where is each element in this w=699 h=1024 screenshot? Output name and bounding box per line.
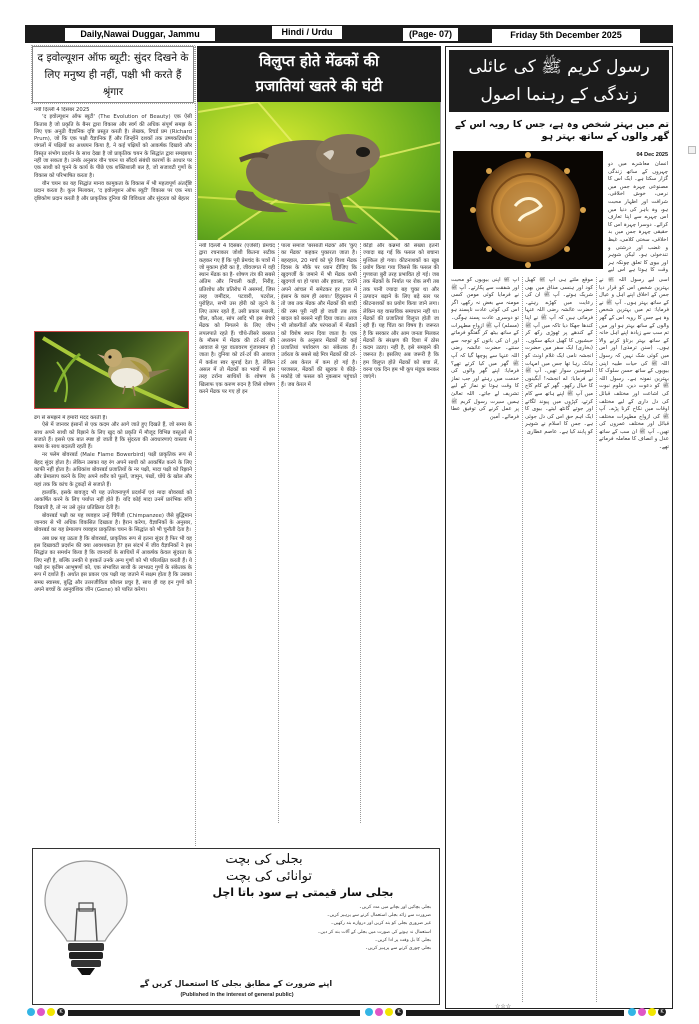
masthead [25,25,673,43]
newspaper-page [25,25,673,1015]
registration-cyan-dot [27,1008,35,1016]
headline-line-1: विलुप्त होते मेंढकों की [259,52,379,70]
ad-title-line-1: بجلی کی بچت [225,852,303,867]
headline-line-1: رسول کریم ﷺ کی عائلی [468,57,650,77]
ad-point: بجلی بچائیں اور بچانے میں مدد کریں۔ [359,905,431,910]
ad-bottom-line: اپنے ضرورت کے مطابق بجلی کا استعمال کریں گے [139,979,333,988]
headline-line-2: زندگی کے رہنما اصول [480,85,638,105]
column-divider [360,243,361,823]
paragraph: ढंग से समझने में हमारी मदद करती है। [34,415,108,421]
page-number: (Page- 07) [403,28,458,41]
left-article-body-top [34,107,192,325]
middle-article-column-1: नयी दिल्ली 4 दिसंबर (एजेंसी) प्रेमचंद द्वारा रचनाकार जोशी कितना सटीक कहकर गए हैं कि पूरी प्रेमचंद के पात्रों में जो मुकाम होरी का है, जीवजगत में वही स्थान मेंढक का है- शोषण तंत्र की सबसे अंतिम और निचली कड़ी, निरीह, प्रतिशोध और प्रतिरोध में असमर्थ, जिस तरह जमींदार, पटवारी, पटरोल, पुरोहित, सभी उस होरी को लूटने के लिए तत्पर रहते हैं, उसी प्रकार मछली, चील, कौआ, सांप आदि भी इस बेचारे मेंढक को निगलने के लिए जीभ लपलपाते रहते हैं। चौथे-तीसरे बरसात के मौसम में मेंढक की टर्र-टर्र की आवाज से पूरा वातावरण गुंजायमान हो जाता है। दुनिया को टर्र-टर्र की आवाज में कर्कश स्वर सुनाई देता है, लेकिन असल में तो मेंढकों का भावों में इस तरह टर्राना साथियों के शोषण के खिलाफ एक करुण रुदन है जिसे शोषण करने मेंढक पर गए हो इन [199,243,275,395]
ad-title-line-3: بجلی سار قیمتی ہے سود باتا اچل [212,886,394,899]
registration-magenta-dot [638,1008,646,1016]
paragraph: यौन चयन का यह सिद्धांत मानव कामुकता के विकास में भी महत्वपूर्ण अंतर्दृष्टि प्रदान करता है। कुल मिलाकर, 'द इवोल्यूशन ऑफ ब्यूटी' विकास पर एक नया दृष्टिकोण प्रदान करती है और प्राकृतिक दुनिया की विविधता और सुंदरता को बेहतर [34,180,192,202]
headline-line-2: प्रजातियां खतरे की घंटी [255,77,383,95]
urdu-article-column-1: اسی لیے رسول اللہ ﷺ نے بہترین شخص اس کو قرار دیا جس کے اخلاق اپنے اہل و عیال کے ساتھ بہتر ہوں۔ آپ ﷺ نے فرمایا: تم میں بہترین شخص وہ ہے جس کا رویہ اس کے گھر والوں کے ساتھ بہتر ہو اور میں تم سب سے زیادہ اپنے اہل خانہ کے ساتھ بہتر برتاؤ کرنے والا ہوں۔ (سنن ترمذی) اور اس میں کوئی شک نہیں کہ رسول اللہ ﷺ کی حیات طیبہ اپنی بیویوں کے ساتھ حسن سلوک کا بہترین نمونہ ہے۔ رسول اللہ ﷺ کو دعوت دین، علوم نبوت کی اشاعت اور مختلف قبائل کی دل داری کے لیے مختلف اوقات میں نکاح کرنا پڑے۔ آپ ﷺ کی ازواج مطہرات مختلف قبائل اور مختلف عمروں کی تھیں۔ آپ ﷺ ان سب کے ساتھ عدل و انصاف کا معاملہ فرماتے تھے۔ [599,277,669,451]
column-divider [596,277,597,1002]
issue-date: Friday 5th December 2025 [492,29,640,43]
paragraph: नर फ्लेम बोवरबर्ड (Male Flame Bowerbird) पक्षी प्राकृतिक रूप से बेहद सुंदर होता है। लेकिन उसका यह रंग अपने साथी को आकर्षित करने के लिए काफी नहीं होता है। अधिकांश बोवरबर्ड प्रजातियों के नर पक्षी, मादा पक्षी को रिझाने और प्रेमालाप करने के लिए अपने शरीर को फूलों, जामुन, पंखों, घोंघे के खोल और यहां तक कि कांच के टुकड़ों से सजाते हैं। [34,452,192,488]
paragraph: ऐसे में जानवर इंसानों से एक कदम और आगे जाते हुए दिखते हैं, जो समय के साथ अपने साथी को रिझाने के लिए खुद को प्रकृति में मौजूद विभिन्न वस्तुओं से सजाते हैं। इससे एक बात स्पष्ट हो जाती है कि सुंदरता की अवधारणाएं वास्तव में समय के साथ बदलती रहती हैं। [34,422,192,451]
registration-black-dot: K [658,1008,666,1016]
ad-point: استعمال نہ ہونے کی صورت میں بجلی کے آلات بند کر دیں۔ [317,929,431,935]
left-article-body-bottom [34,415,192,845]
paragraph: हालांकि, इसके बावजूद भी यह उत्तेजनापूर्ण प्रदर्शनों एवं मादा बोवरबर्ड को आकर्षित करने के लिए पर्याप्त नहीं होते हैं। यदि कोई मादा उनमें प्रारंभिक रुचि दिखाती है, तो नर उसे तुरंत प्रतिक्रिया देती है। [34,489,192,511]
column-divider [522,277,523,1002]
registration-magenta-dot [37,1008,45,1016]
middle-article-column-3: कीड़ों और कन्नमों की संख्या इतनी ज्यादा बढ़ गई कि फसल को बचाना मुश्किल हो गया। कीटनाशकों का खूब प्रयोग किया गया जिससे कि फसल की गुणवत्ता बुरी तरह प्रभावित हो गई। जब तक मेंढकों के निर्यात पर रोक लगी तब तक पानी ज्यादा बह चुका था और उत्पादन बढ़ाने के लिए बड़े स्तर पर कीटनाशकों का प्रयोग किया जाने लगा। लेकिन यह वास्तविक समाधान नहीं था। मेंढकों की प्रजातियां विलुप्त होती जा रही हैं। यह चिंता का विषय है। जरूरत है कि सरकार और आम जनता मिलकर मेंढकों के संरक्षण की दिशा में ठोस कदम उठाए। नहीं है, इसे समझने की जरूरत है। इसलिए अब जरूरी है कि हम विलुप्त होते मेंढकों को बचा लें, वरना एक दिन हम भी कूप मंडूक बनकर जाएंगे। [363,243,439,381]
seal-illustration [453,151,603,269]
frog-photo [197,102,441,240]
urdu-article-column-3: آپ ﷺ اپنی بیویوں کو محبت اور شفقت سے پکارتے۔ آپ ﷺ نے فرمایا کوئی مومن کسی مومنہ سے بغض نہ رکھے، اگر اس کی کوئی عادت ناپسند ہو تو دوسری عادت پسند ہوگی۔ (مسلم) آپ ﷺ ازواج مطہرات کے ساتھ بیٹھ کر گفتگو فرماتے اور ان کی باتوں کو توجہ سے سنتے۔ حضرت عائشہ رضی اللہ عنہا سے پوچھا گیا کہ آپ ﷺ گھر میں کیا کرتے تھے؟ فرمایا: اپنے گھر والوں کی خدمت میں رہتے اور جب نماز کا وقت ہوتا تو نماز کے لیے تشریف لے جاتے۔ اللہ تعالیٰ ہمیں سیرت رسول کریم ﷺ پر عمل کرنے کی توفیق عطا فرمائے۔ آمین [451,277,519,420]
bird-photo [34,331,189,409]
urdu-article-column-2: موقع ملتے ہی آپ ﷺ کھیل کود اور ہنسی مذاق میں بھی شریک ہوتے۔ آپ ﷺ ان کی رعایت میں کھڑے رہتے۔ حضرت عائشہ رضی اللہ عنہا فرماتی ہیں کہ آپ ﷺ نے اپنا کندھا جھکا دیا تاکہ میں آپ ﷺ کے کندھے پر ٹھوڑی رکھ کر حبشیوں کا کھیل دیکھ سکوں۔ (بخاری) ایک سفر میں حضرت انجشہ نامی ایک غلام اونٹ کو ہانک رہا تھا جس میں امہات المومنین سوار تھیں۔ آپ ﷺ نے فرمایا: اے انجشہ! آبگینوں کا خیال رکھو۔ گھر کے کام کاج میں آپ ﷺ اپنے ہاتھ سے کام کرتے، کپڑوں میں پیوند لگاتے اور جوتے گانٹھ لیتے۔ بیوی کا ایک اہم حق اس کی دل جوئی ہے۔ جس کا اسلام نے شوہر کو پابند کیا ہے۔ عاصم عطاری [525,277,593,435]
registration-black-dot: K [57,1008,65,1016]
ad-title-line-2: توانائی کی بچت [225,869,313,884]
language-label: Hindi / Urdu [272,26,342,39]
left-article-headline: द इवोल्यूशन ऑफ ब्यूटी: सुंदर दिखने के लिए मनुष्य ही नहीं, पक्षी भी करते हैं श्रृंगार [32,46,194,103]
middle-article-column-2: पाला समाज 'बरसाती मेंढक' और 'कुएं का मेंढक' कहकर पुकारता जाता है। बहरहाल, 20 मार्च को पूरे विश्व मेंढक दिवस के मौके पर ध्यान दीजिए कि खुदगर्जी के जमाने में भी मेंढक कभी खुदगर्ज था हो पाया और हवाला, 'टर्राने अपने आंचल में समेटकर हर हाल में इंसान के काम ही आया।' हिंदुस्तान में तो जब तक मेंढक और मेंढकों की शादी की रस्म पूरी नहीं हो जाती तब तक बादल को बरसने नहीं दिया जाता। आज भी लोकगीतों और परंपराओं में मेंढकों को विशेष स्थान दिया जाता है। एक अध्ययन के अनुसार मेंढकों की कई प्रजातियां पर्यावरण का संकेतक हैं। उर्वरता के सबसे बड़े मित्र मेंढकों की टर्र-टर्र अब केरल में कम हो गई है। परजसल, मेंढकों की खुराक ये कीड़े-मकोड़े जो फसल को नुकसान पहुंचाते हैं। जब केरल में [281,243,357,388]
dateline: नयी दिल्ली 4 दिसंबर 2025 [34,107,90,113]
light-bulb-icon [41,857,131,982]
end-stars: ☆☆☆ [495,1003,512,1010]
calligraphy-seal-image [453,151,603,269]
paragraph: अब प्रश्न यह उठता है कि बोवरबर्ड, प्राकृतिक रूप से इतना सुंदर है फिर भी वह इस दिखावटी प्रदर्शन की क्या आवश्यकता है? इस संदर्भ में जीव वैज्ञानिकों ने इस सिद्धांत का समर्थन किया है कि जानवरों के साथियों में आकर्षक केवल सुंदरता के लिए नहीं है, बल्कि उनकी ये हरकतें उनके अन्य गुणों को भी परिलक्षित करती हैं। ये पक्षी इन कृत्रिम आभूषणों को, एक संभावित साथी के लाभप्रद गुणों के संकेतक के रूप में दर्शाते हैं। अर्थात इस प्रकार एक पक्षी यह जताने में सक्षम होता है कि उसका समग्र स्वास्थ्य, बुद्धि और उत्तरजीविता कौशल प्रचुर है, साथ ही वह इन गुणों को अपने बच्चों के आनुवंशिक जीन (Gene) को पारित करेगा। [34,535,192,593]
registration-yellow-dot [385,1008,393,1016]
ad-public-interest-note: (Published in the interest of general public) [180,992,294,998]
ad-point: ضرورت سے زائد بجلی استعمال کرنے سے پرہیز کریں۔ [326,913,431,919]
column-divider [278,243,279,823]
registration-black-dot: K [395,1008,403,1016]
registration-cyan-dot [365,1008,373,1016]
urdu-article-subheading: تم میں بہتر شخص وہ ہے، جس کا رویہ اس کے گھر والوں کے ساتھ بہتر ہو [454,119,669,142]
urdu-article-intro: انسان معاشرے میں دو چہروں کے ساتھ زندگی گزار سکتا ہے۔ ایک اس کا مصنوعی چہرہ جس میں نرمی، خوش اخلاقی، شرافت اور اظہار محبت ہو، وہ باہر کی دنیا میں اس چہرے سے اپنا تعارف کرائے۔ دوسرا چہرہ اس کا حقیقی چہرہ جس میں بد اخلاقی، سختی کلامی، غیظ و غضب اور درشتی و تندخوئی ہو۔ لیکن شوہر اور بیوی کا تعلق چونکہ ہر وقت کا ہوتا ہے اس لیے [608,161,668,273]
ad-point: غیر ضروری بجلی کو بند کریں اور دروازے بند رکھیں۔ [330,921,431,927]
article-date: 04 Dec 2025 [636,152,668,158]
side-checkbox[interactable] [688,146,696,154]
paper-name: Daily,Nawai Duggar, Jammu [65,28,215,41]
registration-yellow-dot [47,1008,55,1016]
frog-illustration [198,102,441,240]
ad-points-list [161,904,431,953]
ad-point: بجلی کا بل وقت پر ادا کریں۔ [374,937,431,943]
electricity-saving-ad [32,848,440,1005]
paragraph: 'द इवोल्यूशन ऑफ ब्यूटी' (The Evolution of Beauty) एक ऐसी किताब है जो प्रकृति के बैनर द्वारा विकास और स्वर्ग की अधिक संपूर्ण समझ के लिए एक अनूठी वैज्ञानिक दृष्टि प्रस्तुत करती है। लेखक, रिचर्ड प्रम (Richard Prum), जो कि एक पक्षी वैज्ञानिक हैं और जिन्होंने दशकों तक उष्णकटिबंधीय जंगलों में पक्षियों का अध्ययन किया है, ने कई पक्षियों को आकर्षक दिखावे और विस्तृत संभोग प्रदर्शन के साथ देखा है जो प्राकृतिक चयन के सिद्धांत द्वारा समझाया नहीं जा सकता है। उनके अनुसार यौन चयन या सौंदर्य संबंधी कारणों के आधार पर एक साथी को चुनने के कार्य के पीछे एक शक्तिशाली बल है, जो सजावटी गुणों के विकास को परिभाषित करता है। [34,114,192,179]
paragraph: बोवरबर्ड पक्षी का यह व्यवहार उन्हें चिंपैंजी (Chimpanzee) जैसे बुद्धिमान जानवर से भी अधिक विकसित दिखाता है। हैरान करेगा, वैज्ञानिकों के अनुसार, बोवरबर्ड का यह प्रेमालाप व्यवहार प्राकृतिक चयन के सिद्धांत को भी चुनौती देता है। [34,512,192,534]
ad-point: بجلی چوری کرنے سے پرہیز کریں۔ [365,946,431,952]
registration-magenta-dot [375,1008,383,1016]
middle-article-headline [197,46,441,102]
footer-bar [406,1010,624,1016]
bird-illustration [35,332,189,409]
registration-cyan-dot [628,1008,636,1016]
urdu-article-headline [449,50,669,112]
column-divider [195,46,196,846]
footer-bar [68,1010,360,1016]
registration-yellow-dot [648,1008,656,1016]
